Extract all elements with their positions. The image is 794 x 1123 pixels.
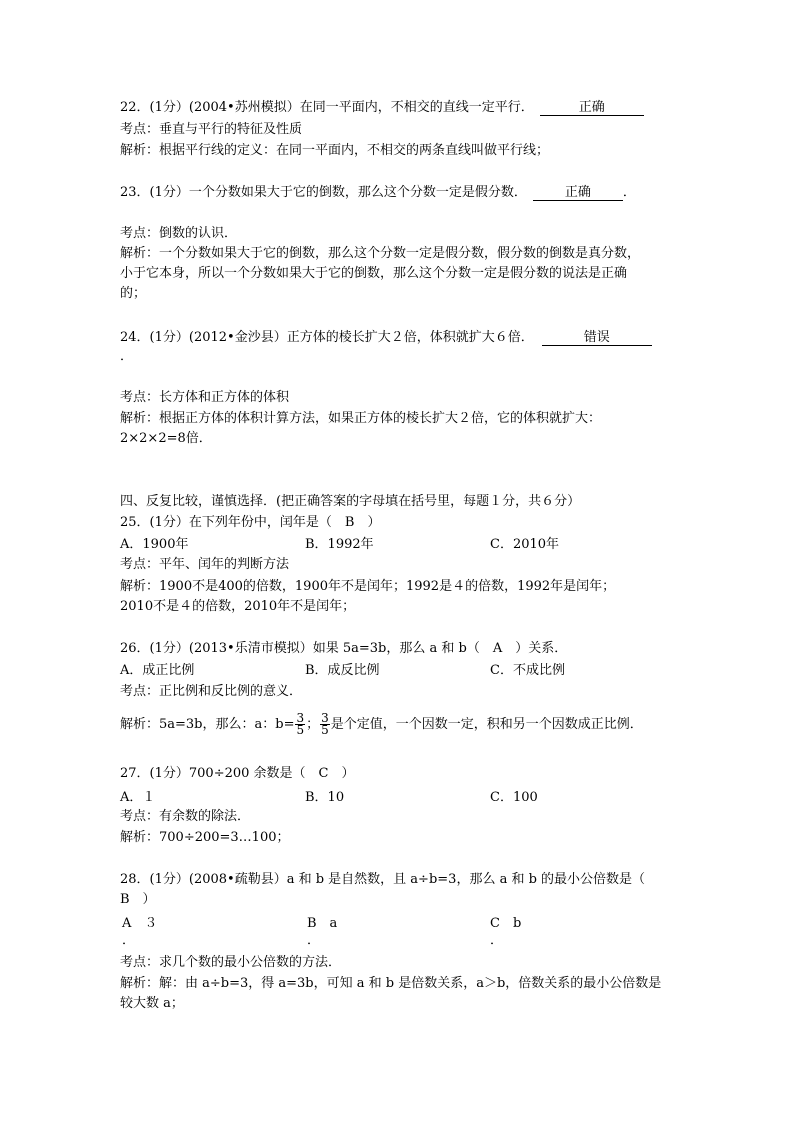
q23-stem: 23．(1分）一个分数如果大于它的倒数，那么这个分数一定是假分数． [120, 185, 527, 200]
q28-option-a-dot: ． [122, 933, 136, 948]
q26-fraction-2 [320, 713, 330, 736]
q24-kaodian: 考点：长方体和正方体的体积 [120, 390, 290, 405]
q28-option-c: C b [490, 916, 522, 931]
fraction-numerator: 3 [296, 711, 305, 725]
q24-answer-blank: 错误 [542, 331, 652, 346]
q22-line [120, 100, 644, 116]
q26-jiexi-pre: 解析：5a=3b，那么：a：b= [120, 717, 295, 732]
q25-stem: 25．(1分）在下列年份中，闰年是（ B ） [120, 515, 381, 530]
q24-jiexi-line2: 2×2×2=8倍． [120, 431, 212, 446]
q26-jiexi-post: 是个定值，一个因数一定，积和另一个因数成正比例． [330, 717, 643, 732]
q25-option-a: A．1900年 [120, 537, 189, 552]
q26-stem: 26．(1分）(2013•乐清市模拟）如果 5a=3b，那么 a 和 b（ A ）关系． [120, 641, 568, 656]
q26-fraction-1 [295, 713, 305, 736]
fraction-denominator: 5 [321, 723, 329, 737]
q25-jiexi-line1: 解析：1900不是400的倍数，1900年不是闰年；1992是４的倍数，1992年是闰年； [120, 579, 616, 594]
q27-stem: 27．(1分）700÷200 余数是（ C ） [120, 766, 355, 781]
q23-line [120, 185, 636, 201]
q27-option-c: C．100 [490, 790, 538, 805]
q28-kaodian: 考点：求几个数的最小公倍数的方法． [120, 955, 342, 970]
q28-stem-line2: B ） [120, 892, 156, 907]
q27-option-a: A．１ [120, 790, 156, 805]
q28-option-a: A ３ [122, 916, 158, 931]
q28-jiexi-line2: 较大数 a； [120, 996, 184, 1011]
q27-kaodian: 考点：有余数的除法． [120, 809, 251, 824]
q26-kaodian: 考点：正比例和反比例的意义． [120, 684, 303, 699]
q28-option-c-dot: ． [490, 933, 504, 948]
q26-option-a: A．成正比例 [120, 663, 195, 678]
q22-stem: 22．(1分）(2004•苏州模拟）在同一平面内，不相交的直线一定平行． [120, 100, 534, 115]
q24-stem: 24．(1分）(2012•金沙县）正方体的棱长扩大２倍，体积就扩大６倍． [120, 330, 534, 345]
q26-jiexi [120, 712, 643, 738]
q22-jiexi: 解析：根据平行线的定义：在同一平面内，不相交的两条直线叫做平行线； [120, 143, 550, 158]
fraction-denominator: 5 [296, 723, 305, 737]
q26-option-c: C．不成比例 [490, 663, 565, 678]
q28-option-b-dot: ． [307, 933, 321, 948]
q27-jiexi: 解析：700÷200=3…100； [120, 830, 290, 845]
section4-title: 四、反复比较，谨慎选择．(把正确答案的字母填在括号里，每题１分，共６分） [120, 494, 581, 509]
q23-jiexi-line2: 小于它本身，所以一个分数如果大于它的倒数，那么这个分数一定是假分数的说法是正确 [120, 266, 628, 281]
q28-option-b: B a [307, 916, 338, 931]
q24-line [120, 330, 652, 346]
q28-stem: 28．(1分）(2008•疏勒县）a 和 b 是自然数，且 a÷b=3，那么 a 和 b 的最小公倍数是（ [120, 872, 646, 887]
q23-kaodian: 考点：倒数的认识． [120, 226, 238, 241]
q26-jiexi-sep: ； [306, 717, 320, 732]
q25-option-c: C．2010年 [490, 537, 560, 552]
q25-kaodian: 考点：平年、闰年的判断方法 [120, 557, 290, 572]
q27-option-b: B．10 [305, 790, 345, 805]
q22-kaodian: 考点：垂直与平行的特征及性质 [120, 122, 303, 137]
q25-jiexi-line2: 2010不是４的倍数，2010年不是闰年； [120, 599, 356, 614]
q22-answer-blank: 正确 [540, 101, 644, 116]
q28-jiexi-line1: 解析：解：由 a÷b=3，得 a=3b，可知 a 和 b 是倍数关系，a＞b，倍数关系的最小公倍数是 [120, 976, 662, 991]
q26-option-b: B．成反比例 [305, 663, 380, 678]
q23-tail: ． [622, 185, 636, 200]
q24-jiexi-line1: 解析：根据正方体的体积计算方法，如果正方体的棱长扩大２倍，它的体积就扩大： [120, 411, 602, 426]
fraction-numerator: 3 [321, 711, 329, 725]
q23-answer-blank: 正确 [533, 186, 623, 201]
q23-jiexi-line3: 的； [120, 286, 147, 301]
q23-jiexi-line1: 解析：一个分数如果大于它的倒数，那么这个分数一定是假分数，假分数的倒数是真分数， [120, 246, 641, 261]
q25-option-b: B．1992年 [305, 537, 374, 552]
q24-tail: ． [120, 349, 134, 364]
